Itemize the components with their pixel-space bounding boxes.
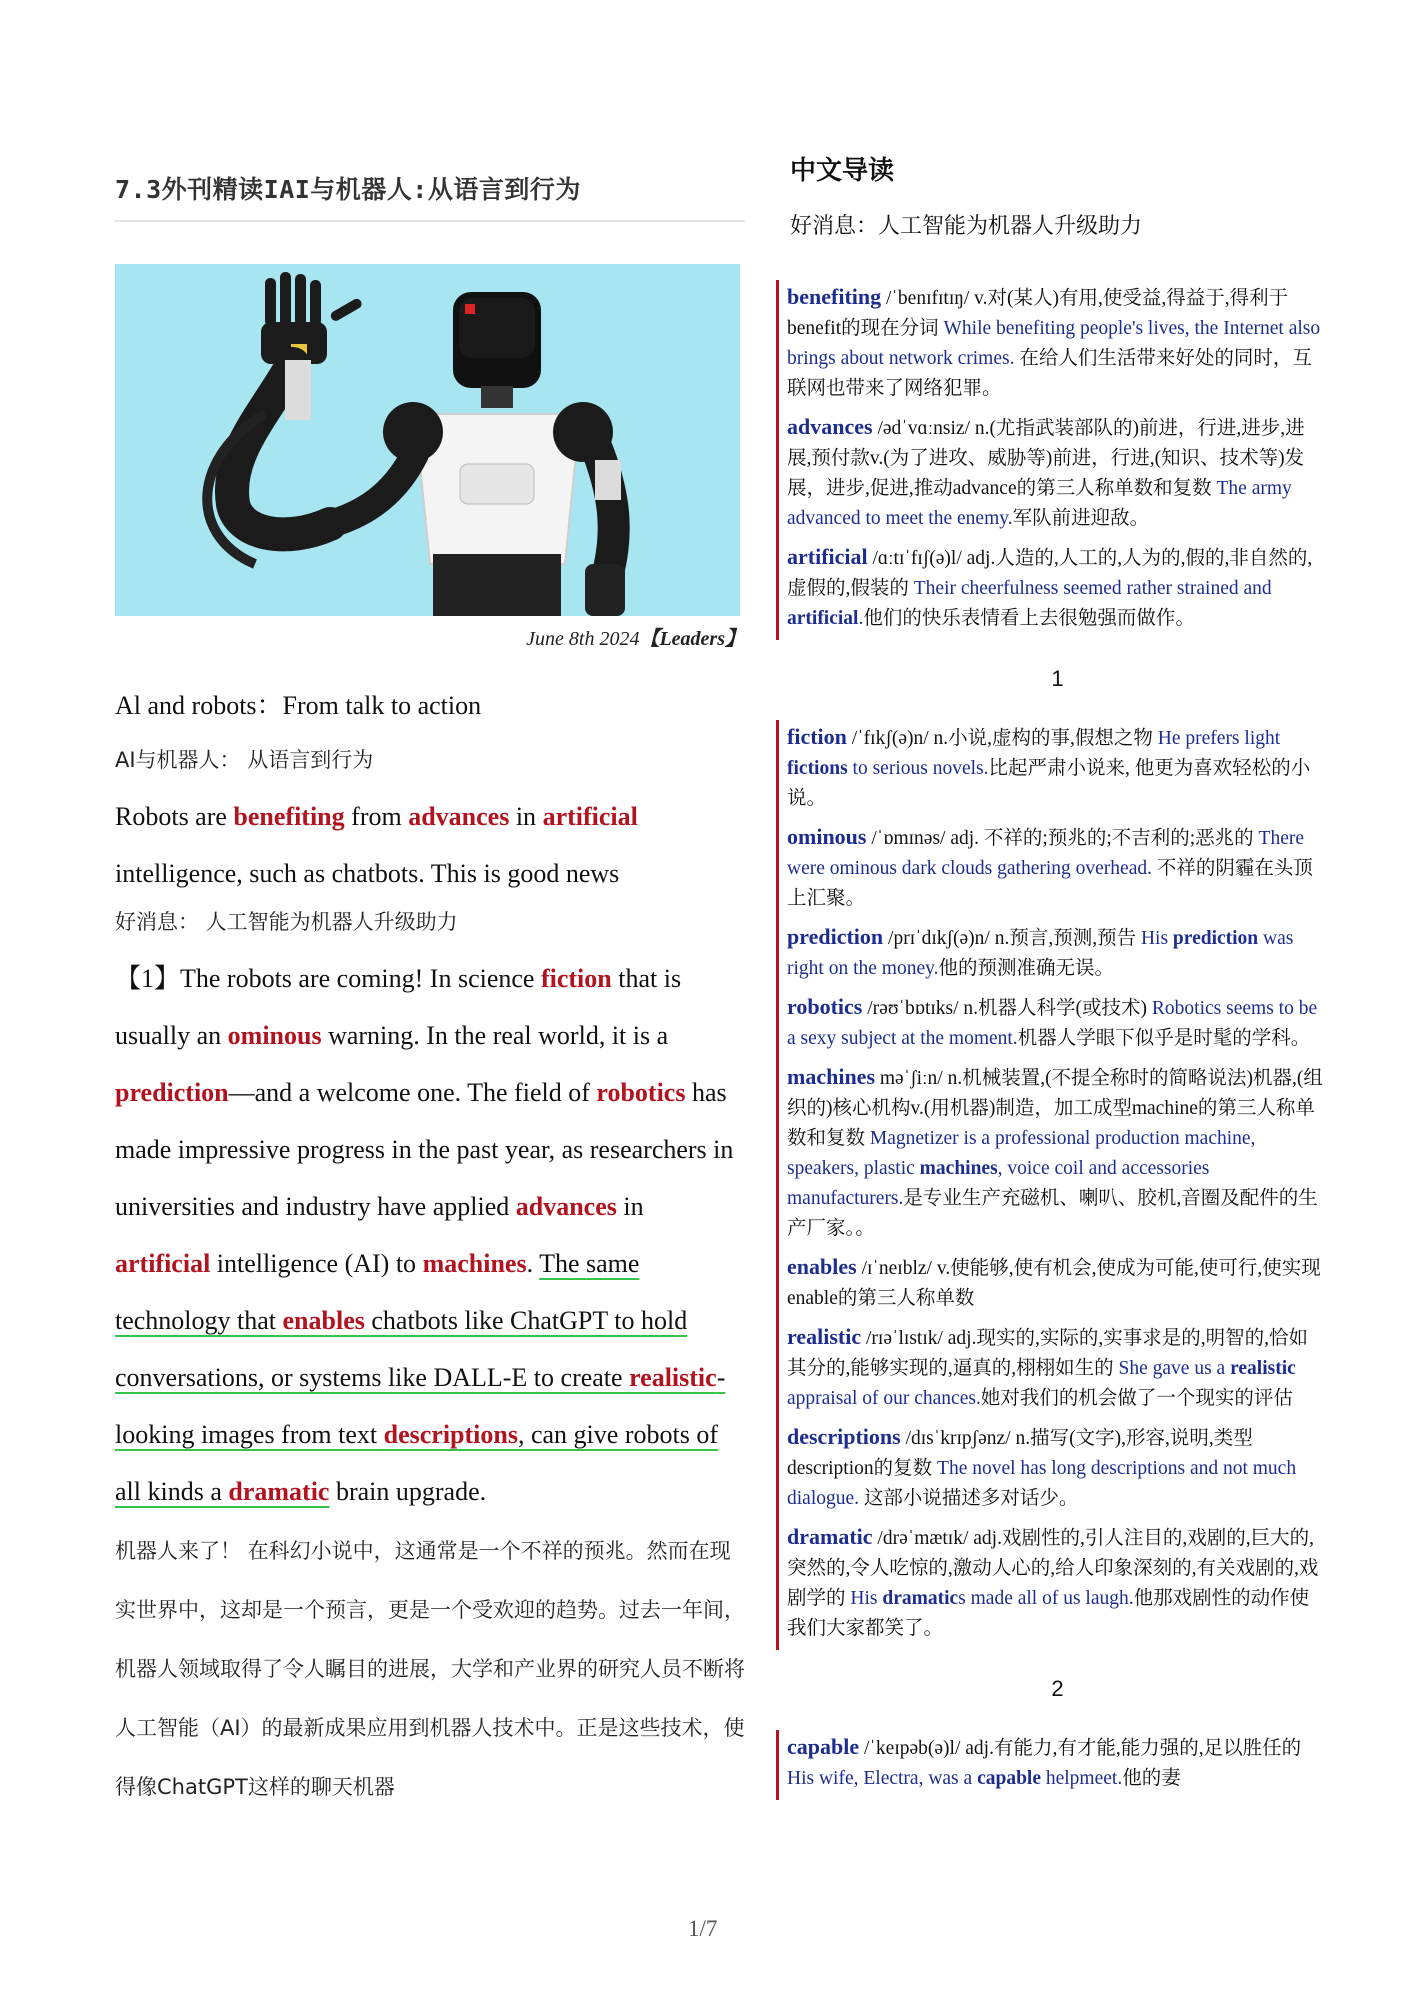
article-headline-zh: AI与机器人： 从语言到行为 <box>115 748 374 772</box>
text-run: . <box>526 1249 540 1278</box>
text-run: Robots are <box>115 802 234 831</box>
example-translation: 不祥的阴霾在头顶上汇聚。 <box>787 858 1313 909</box>
vocab-entry <box>787 1520 1325 1650</box>
text-run: warning. In the real world, it is a <box>321 1021 669 1050</box>
section-number: 1 <box>1051 666 1064 691</box>
vocab-definition: /dɪsˈkrɪpʃənz/ n.描写(文字),形容,说明,类型description的复数 <box>787 1428 1253 1479</box>
vocab-definition: /rɪəˈlɪstɪk/ adj.现实的,实际的,实事求是的,明智的,恰如其分的,能够实现的,逼真的,栩栩如生的 <box>787 1328 1308 1379</box>
example-text: The novel has long descriptions and not much dialogue. <box>787 1458 1297 1509</box>
text-run: in <box>616 1192 644 1221</box>
text-run: in <box>509 802 543 831</box>
vocabulary-list <box>787 280 1325 1800</box>
text-run: , can give robots of all kinds a <box>115 1420 718 1506</box>
intro-translation: 好消息： 人工智能为机器人升级助力 <box>115 910 458 934</box>
example-translation: 比起严肃小说来, 他更为喜欢轻松的小说。 <box>787 758 1311 809</box>
vocab-definition: /ˈkeɪpəb(ə)l/ adj.有能力,有才能,能力强的,足以胜任的 <box>859 1738 1302 1759</box>
vocab-entry <box>787 540 1325 640</box>
example-translation: 机器人学眼下似乎是时髦的学科。 <box>1017 1028 1311 1049</box>
keyword: descriptions <box>383 1420 518 1449</box>
example-text: There were ominous dark clouds gathering overhead. <box>787 828 1305 879</box>
vocab-word: fiction <box>787 724 847 749</box>
vocab-word: benefiting <box>787 284 882 309</box>
example-text: to serious novels. <box>847 758 989 779</box>
vocab-word: enables <box>787 1254 857 1279</box>
example-translation: 他那戏剧性的动作使我们大家都笑了。 <box>787 1588 1310 1639</box>
text-run: has made impressive progress in the past year, as researchers in universities and industry have applied <box>115 1078 734 1221</box>
example-translation: 这部小说描述多对话少。 <box>859 1488 1079 1509</box>
document-title: 7.3外刊精读IAI与机器人:从语言到行为 <box>115 170 745 222</box>
keyword: artificial <box>115 1249 211 1278</box>
example-keyword: fictions <box>787 758 848 779</box>
example-text: His <box>850 1588 883 1609</box>
vocab-entry <box>787 1250 1325 1320</box>
section-number: 2 <box>1051 1676 1064 1701</box>
keyword: ominous <box>227 1021 322 1050</box>
text-run: -looking images from text <box>115 1363 726 1449</box>
vocab-entry <box>787 720 1325 820</box>
vocab-definition: /ədˈvɑːnsiz/ n.(尤指武装部队的)前进，行进,进步,进展,预付款v.(为了进攻、威胁等)前进，行进,(知识、技术等)发展，进步,促进,推动advance的第三人称单数和复数 <box>787 418 1305 499</box>
keyword: robotics <box>596 1078 686 1107</box>
vocab-entry <box>787 820 1325 920</box>
keyword: prediction <box>115 1078 229 1107</box>
vocab-definition: /ɪˈneɪblz/ v.使能够,使有机会,使成为可能,使可行,使实现enable的第三人称单数 <box>787 1258 1321 1309</box>
vocab-word: realistic <box>787 1324 862 1349</box>
text-run: intelligence, such as chatbots. This is good news <box>115 859 620 888</box>
vocab-example <box>850 1588 1133 1609</box>
vocab-entry <box>787 410 1325 540</box>
vocab-definition: /rəʊˈbɒtɪks/ n.机器人科学(或技术) <box>862 998 1152 1019</box>
keyword: realistic <box>629 1363 717 1392</box>
vocab-word: machines <box>787 1064 875 1089</box>
vocab-definition: /ˈɒmɪnəs/ adj. 不祥的;预兆的;不吉利的;恶兆的 <box>866 828 1259 849</box>
photo-caption <box>115 622 745 651</box>
vocab-definition: /ˈbenɪfɪtɪŋ/ v.对(某人)有用,使受益,得益于,得利于benefit的现在分词 <box>787 288 1289 339</box>
example-text: , voice coil and accessories manufacturers. <box>787 1158 1210 1209</box>
robot-illustration <box>115 264 740 616</box>
page-number: 1/7 <box>688 1916 718 1941</box>
example-keyword: artificial <box>787 608 859 629</box>
text-run: intelligence (AI) to <box>210 1249 423 1278</box>
text-run: that is usually an <box>115 964 682 1050</box>
example-translation: 在给人们生活带来好处的同时，互联网也带来了网络犯罪。 <box>787 348 1312 399</box>
vocab-definition: /prɪˈdɪkʃ(ə)n/ n.预言,预测,预告 <box>883 928 1141 949</box>
keyword: benefiting <box>233 802 345 831</box>
article-headline-en: Al and robots：From talk to action <box>115 691 482 720</box>
example-translation: 他的预测准确无误。 <box>938 958 1114 979</box>
example-keyword: capable <box>977 1768 1041 1789</box>
vocab-definition: /ˈfɪkʃ(ə)n/ n.小说,虚构的事,假想之物 <box>846 728 1158 749</box>
example-text: was right on the money. <box>787 928 1294 979</box>
keyword: artificial <box>542 802 638 831</box>
vocab-word: advances <box>787 414 873 439</box>
paragraph-1-underlined <box>115 1249 725 1506</box>
vocab-entry <box>787 280 1325 410</box>
example-text: appraisal of our chances. <box>787 1388 981 1409</box>
example-text: Their cheerfulness seemed rather strained and <box>913 578 1272 599</box>
vocab-block <box>776 280 1325 640</box>
vocab-entry <box>787 1420 1325 1520</box>
caption-section: 【Leaders】 <box>639 628 745 650</box>
vocab-entry <box>787 990 1325 1060</box>
vocab-block <box>776 720 1325 1650</box>
paragraph-1 <box>115 950 745 1520</box>
example-text: His <box>1140 928 1173 949</box>
example-translation: 她对我们的机会做了一个现实的评估 <box>980 1388 1293 1409</box>
robot-photo <box>115 264 740 616</box>
article-column <box>115 170 745 1817</box>
keyword: fiction <box>540 964 612 993</box>
example-text: The army advanced to meet the enemy. <box>787 478 1292 529</box>
example-text: His wife, Electra, was a <box>787 1768 978 1789</box>
keyword: advances <box>515 1192 617 1221</box>
example-keyword: dramatic <box>882 1588 959 1609</box>
keyword: enables <box>282 1306 365 1335</box>
example-text: . <box>858 608 864 629</box>
example-translation: 他们的快乐表情看上去很勉强而做作。 <box>863 608 1195 629</box>
example-text: Magnetizer is a professional production machine, speakers, plastic <box>787 1128 1256 1179</box>
vocab-entry <box>787 1320 1325 1420</box>
example-keyword: prediction <box>1172 928 1259 949</box>
vocab-block <box>776 1730 1325 1800</box>
example-keyword: machines <box>919 1158 998 1179</box>
intro-paragraph <box>115 788 745 902</box>
vocab-word: capable <box>787 1734 860 1759</box>
keyword: machines <box>422 1249 527 1278</box>
vocab-word: ominous <box>787 824 867 849</box>
example-text: While benefiting people's lives, the Internet also brings about network crimes. <box>787 318 1321 369</box>
text-run: from <box>344 802 409 831</box>
vocab-definition: /drəˈmætɪk/ adj.戏剧性的,引人注目的,戏剧的,巨大的,突然的,令人吃惊的,激动人心的,给人印象深刻的,有关戏剧的,戏剧学的 <box>787 1528 1319 1609</box>
keyword: dramatic <box>228 1477 330 1506</box>
vocab-word: artificial <box>787 544 868 569</box>
text-run: chatbots like ChatGPT to hold conversations, or systems like DALL-E to create <box>115 1306 688 1392</box>
vocab-entry <box>787 1730 1325 1800</box>
example-text: He prefers light <box>1157 728 1281 749</box>
text-run: —and a welcome one. The field of <box>228 1078 597 1107</box>
guide-subheading: 好消息：人工智能为机器人升级助力 <box>790 214 1143 239</box>
example-translation: 他的妻 <box>1122 1768 1181 1789</box>
example-text: s made all of us laugh. <box>958 1588 1134 1609</box>
vocab-definition: /ɑːtɪˈfɪʃ(ə)l/ adj.人造的,人工的,人为的,假的,非自然的,虚假的,假装的 <box>787 548 1313 599</box>
vocab-word: dramatic <box>787 1524 873 1549</box>
paragraph-1-tail: brain upgrade. <box>329 1477 487 1506</box>
vocab-word: descriptions <box>787 1424 901 1449</box>
example-text: She gave us a <box>1118 1358 1231 1379</box>
caption-date: June 8th 2024 <box>526 628 640 650</box>
vocab-word: prediction <box>787 924 884 949</box>
text-run: The same technology that <box>115 1249 640 1335</box>
example-translation: 军队前进迎敌。 <box>1012 508 1150 529</box>
text-run: 【1】The robots are coming! In science <box>115 964 541 993</box>
example-translation: 是专业生产充磁机、喇叭、胶机,音圈及配件的生产厂家。。 <box>787 1188 1318 1239</box>
example-text: Robotics seems to be a sexy subject at the moment. <box>787 998 1318 1049</box>
guide-heading: 中文导读 <box>790 156 895 186</box>
paragraph-1-translation: 机器人来了！ 在科幻小说中，这通常是一个不祥的预兆。然而在现实世界中，这却是一个预言，更是一个受欢迎的趋势。过去一年间，机器人领域取得了令人瞩目的进展，大学和产业界的研究人员不断将人工智能（AI）的最新成果应用到机器人技术中。正是这些技术，使得像ChatGPT这样的聊天机器 <box>115 1539 745 1799</box>
vocab-definition: məˈʃiːn/ n.机械装置,(不提全称时的简略说法)机器,(组织的)核心机构v.(用机器)制造，加工成型machine的第三人称单数和复数 <box>787 1068 1323 1149</box>
vocab-example <box>787 1768 1122 1789</box>
vocab-entry <box>787 1060 1325 1250</box>
vocab-word: robotics <box>787 994 863 1019</box>
vocab-entry <box>787 920 1325 990</box>
vocabulary-column <box>787 150 1325 1800</box>
example-keyword: realistic <box>1230 1358 1296 1379</box>
example-text: helpmeet. <box>1040 1768 1123 1789</box>
keyword: advances <box>408 802 510 831</box>
paragraph-1-text <box>115 964 733 1278</box>
